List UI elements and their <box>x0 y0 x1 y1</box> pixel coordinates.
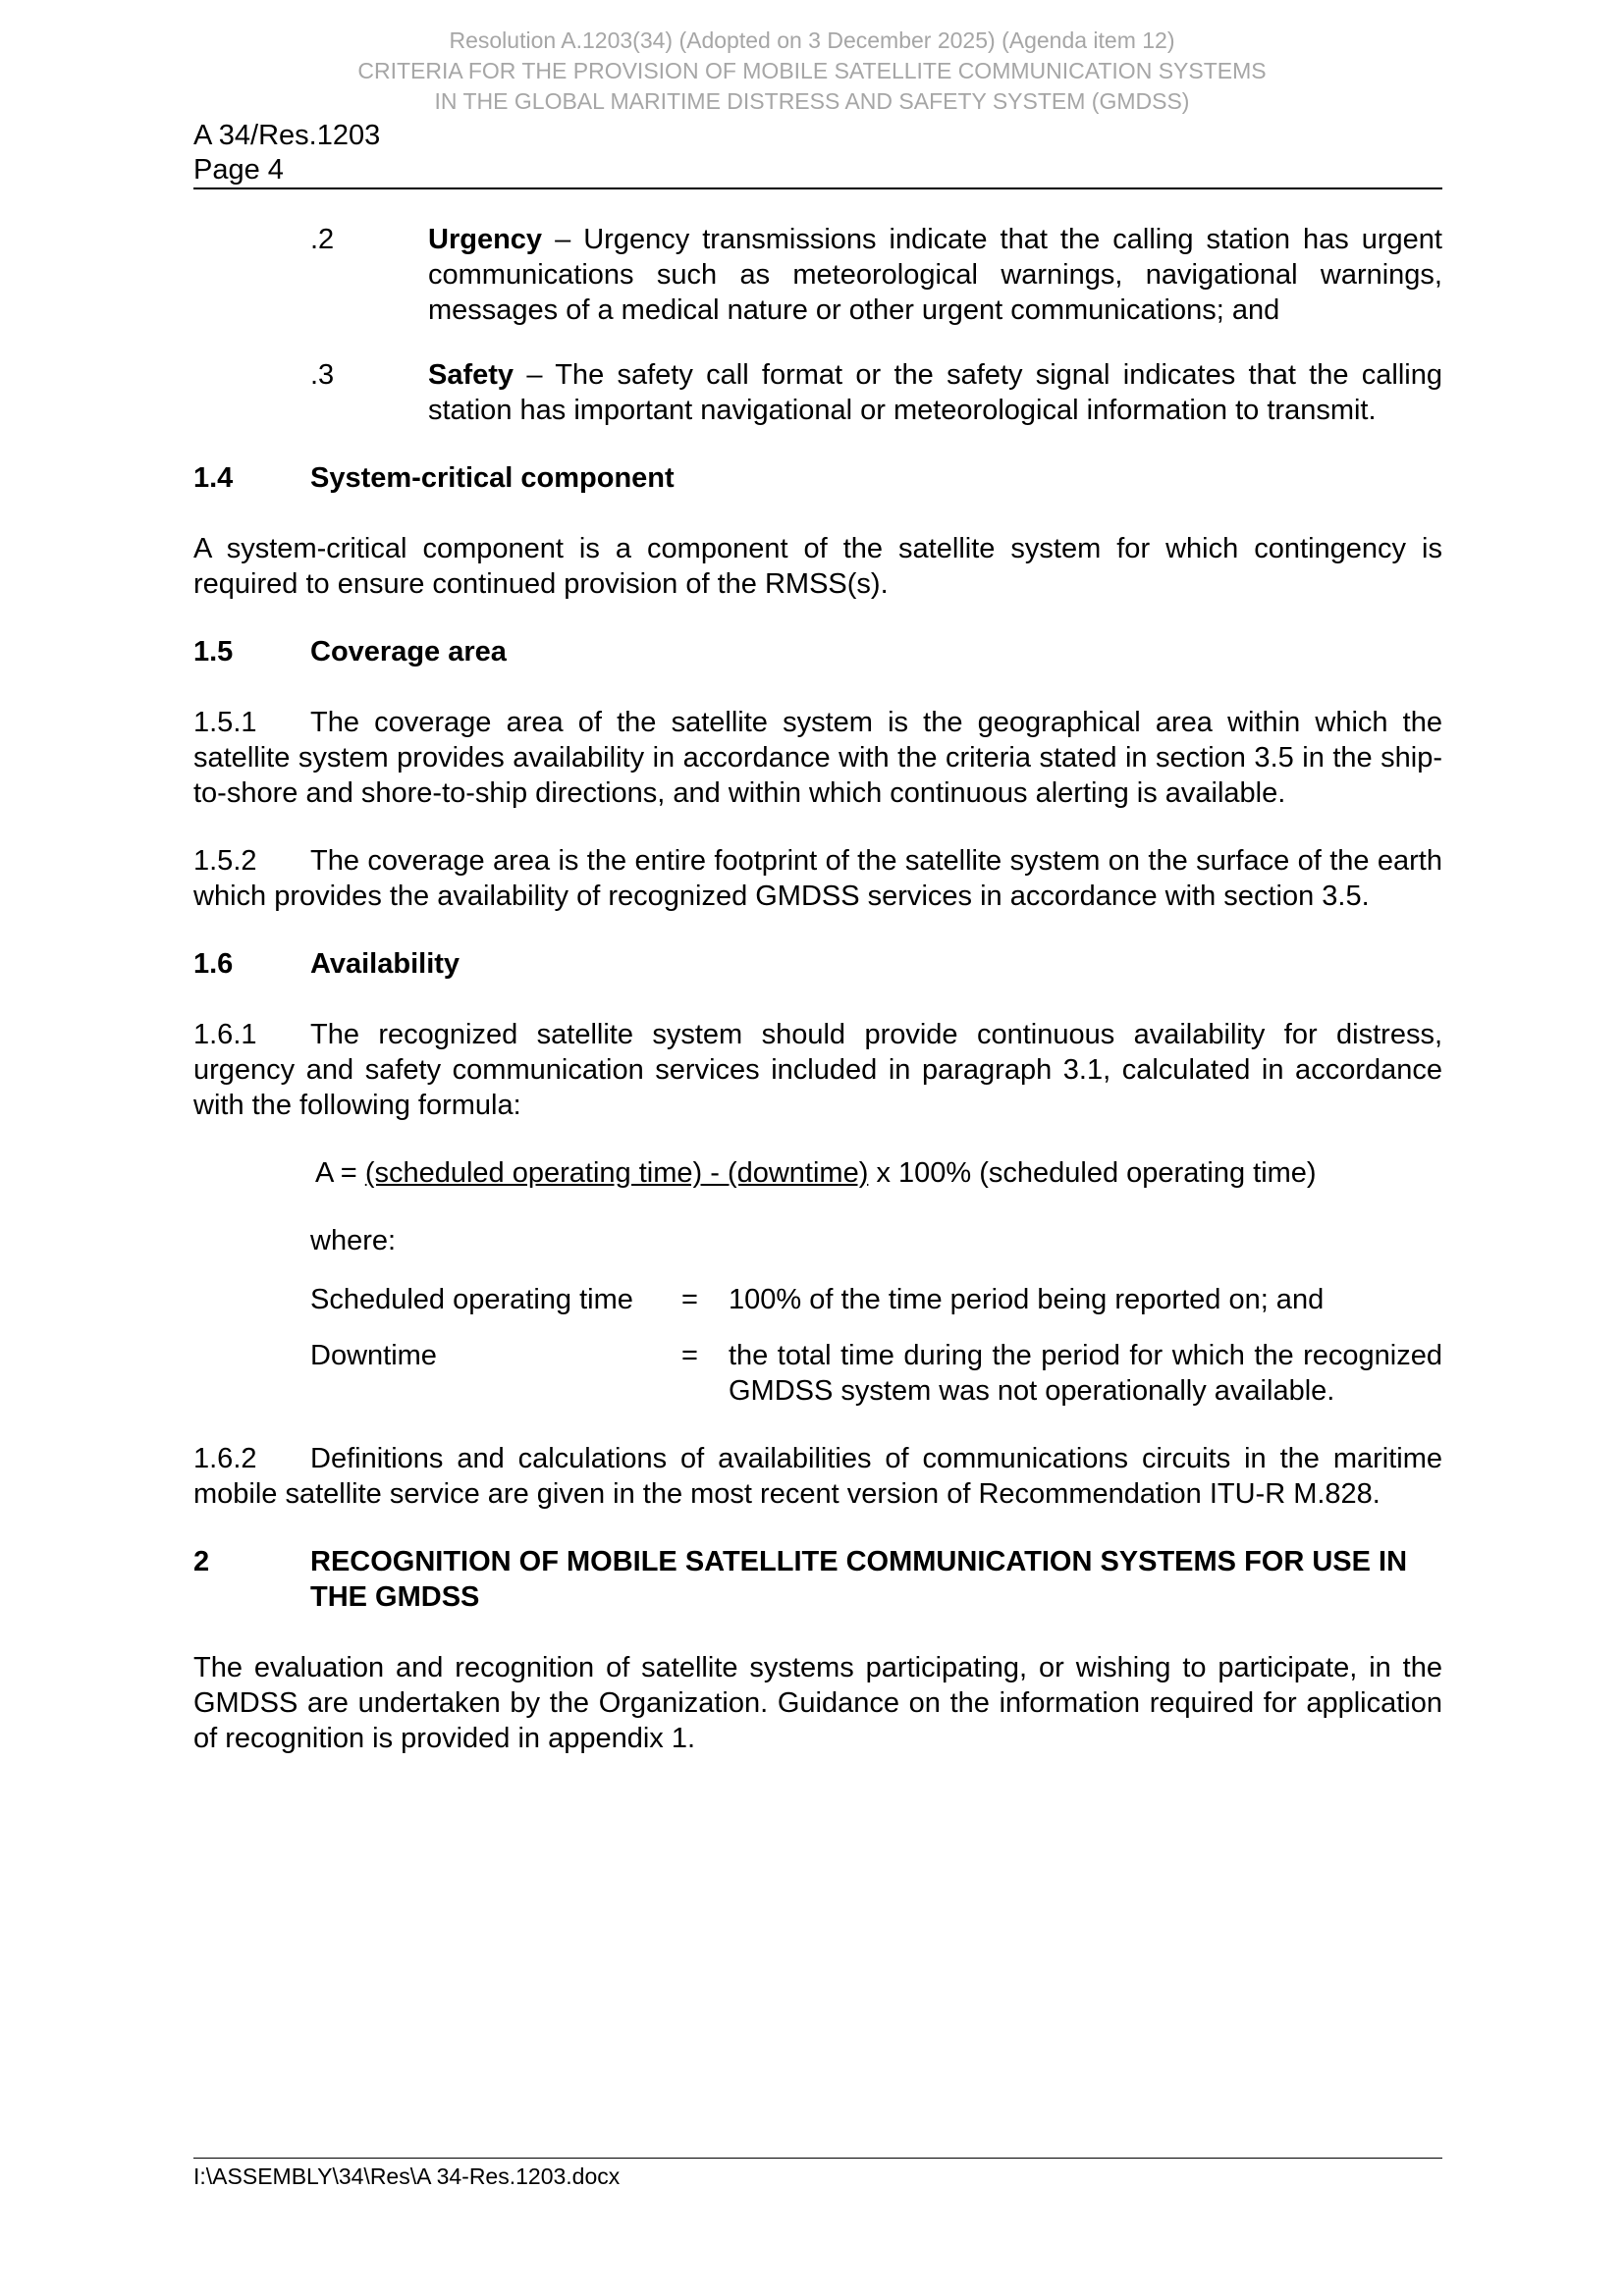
list-item-urgency <box>193 222 1442 328</box>
watermark-line-3: IN THE GLOBAL MARITIME DISTRESS AND SAFETY SYSTEM (GMDSS) <box>434 88 1190 114</box>
formula-lhs: A = <box>315 1157 357 1189</box>
definition-scheduled-operating-time <box>193 1282 1442 1317</box>
section-title: Availability <box>310 948 460 980</box>
paragraph-number: 1.6.2 <box>193 1443 257 1474</box>
definition-term: Scheduled operating time <box>310 1284 633 1315</box>
definition-text: the total time during the period for which the recognized GMDSS system was not operationally available. <box>729 1340 1442 1407</box>
paragraph-1-5-2 <box>193 843 1442 914</box>
section-heading-1-4 <box>193 460 1442 496</box>
document-reference: A 34/Res.1203 <box>193 120 381 151</box>
list-item-number: .2 <box>310 224 335 255</box>
section-number: 2 <box>193 1546 210 1577</box>
list-item-number: .3 <box>310 359 335 391</box>
paragraph-text: The recognized satellite system should provide continuous availability for distress, urgency and safety communication services included in paragraph 3.1, calculated in accordance with the following formula: <box>193 1019 1442 1121</box>
availability-formula <box>193 1155 1442 1191</box>
paragraph-number: 1.5.1 <box>193 707 257 738</box>
definition-equals: = <box>681 1340 698 1371</box>
paragraph-1-6-1 <box>193 1017 1442 1123</box>
definition-downtime <box>193 1338 1442 1409</box>
section-heading-2 <box>193 1544 1442 1615</box>
section-number: 1.6 <box>193 948 234 980</box>
paragraph-1-4: A system-critical component is a component of the satellite system for which contingency is required to ensure continued provision of the RMSS(s). <box>193 533 1442 600</box>
paragraph-1-5-1 <box>193 705 1442 811</box>
list-item-term: Urgency <box>428 224 543 255</box>
section-number: 1.5 <box>193 636 234 667</box>
paragraph-text: The coverage area of the satellite system is the geographical area within which the satellite system provides availability in accordance with the criteria stated in section 3.5 in the ship-to-shore and shore-to-ship directions, and within which continuous alerting is available. <box>193 707 1442 809</box>
list-item-safety <box>193 357 1442 428</box>
paragraph-2: The evaluation and recognition of satellite systems participating, or wishing to participate, in the GMDSS are undertaken by the Organization. Guidance on the information required for application of recognition is provided in appendix 1. <box>193 1652 1442 1754</box>
resolution-watermark <box>0 26 1624 117</box>
formula-numerator: (scheduled operating time) - (downtime) <box>364 1157 869 1189</box>
section-title: System-critical component <box>310 462 675 494</box>
definition-text: 100% of the time period being reported on; and <box>729 1284 1325 1315</box>
formula-rest: x 100% (scheduled operating time) <box>876 1157 1317 1189</box>
section-number: 1.4 <box>193 462 234 494</box>
section-title: Coverage area <box>310 636 507 667</box>
definition-term: Downtime <box>310 1340 437 1371</box>
where-label: where: <box>310 1225 397 1256</box>
paragraph-text: The coverage area is the entire footprint of the satellite system on the surface of the earth which provides the availability of recognized GMDSS services in accordance with section 3.5. <box>193 845 1442 912</box>
section-title: RECOGNITION OF MOBILE SATELLITE COMMUNICATION SYSTEMS FOR USE IN THE GMDSS <box>310 1546 1408 1613</box>
paragraph-1-6-2 <box>193 1441 1442 1512</box>
page-number: Page 4 <box>193 154 284 186</box>
list-item-text: – The safety call format or the safety signal indicates that the calling station has important navigational or meteorological information to transmit. <box>428 359 1442 426</box>
watermark-line-2: CRITERIA FOR THE PROVISION OF MOBILE SATELLITE COMMUNICATION SYSTEMS <box>357 58 1267 83</box>
list-item-term: Safety <box>428 359 514 391</box>
watermark-line-1: Resolution A.1203(34) (Adopted on 3 December 2025) (Agenda item 12) <box>449 27 1175 53</box>
page-header <box>193 119 380 187</box>
header-rule <box>193 187 1442 189</box>
paragraph-number: 1.5.2 <box>193 845 257 877</box>
list-item-text: – Urgency transmissions indicate that the calling station has urgent communications such as meteorological warnings, navigational warnings, messages of a medical nature or other urgent communications; and <box>428 224 1442 326</box>
footer-file-path: I:\ASSEMBLY\34\Res\A 34-Res.1203.docx <box>193 2163 621 2189</box>
definition-equals: = <box>681 1284 698 1315</box>
section-heading-1-6 <box>193 946 1442 982</box>
paragraph-text: Definitions and calculations of availabilities of communications circuits in the maritime mobile satellite service are given in the most recent version of Recommendation ITU-R M.828. <box>193 1443 1442 1510</box>
document-body <box>193 222 1442 1756</box>
paragraph-number: 1.6.1 <box>193 1019 257 1050</box>
section-heading-1-5 <box>193 634 1442 669</box>
footer-rule <box>193 2158 1442 2159</box>
